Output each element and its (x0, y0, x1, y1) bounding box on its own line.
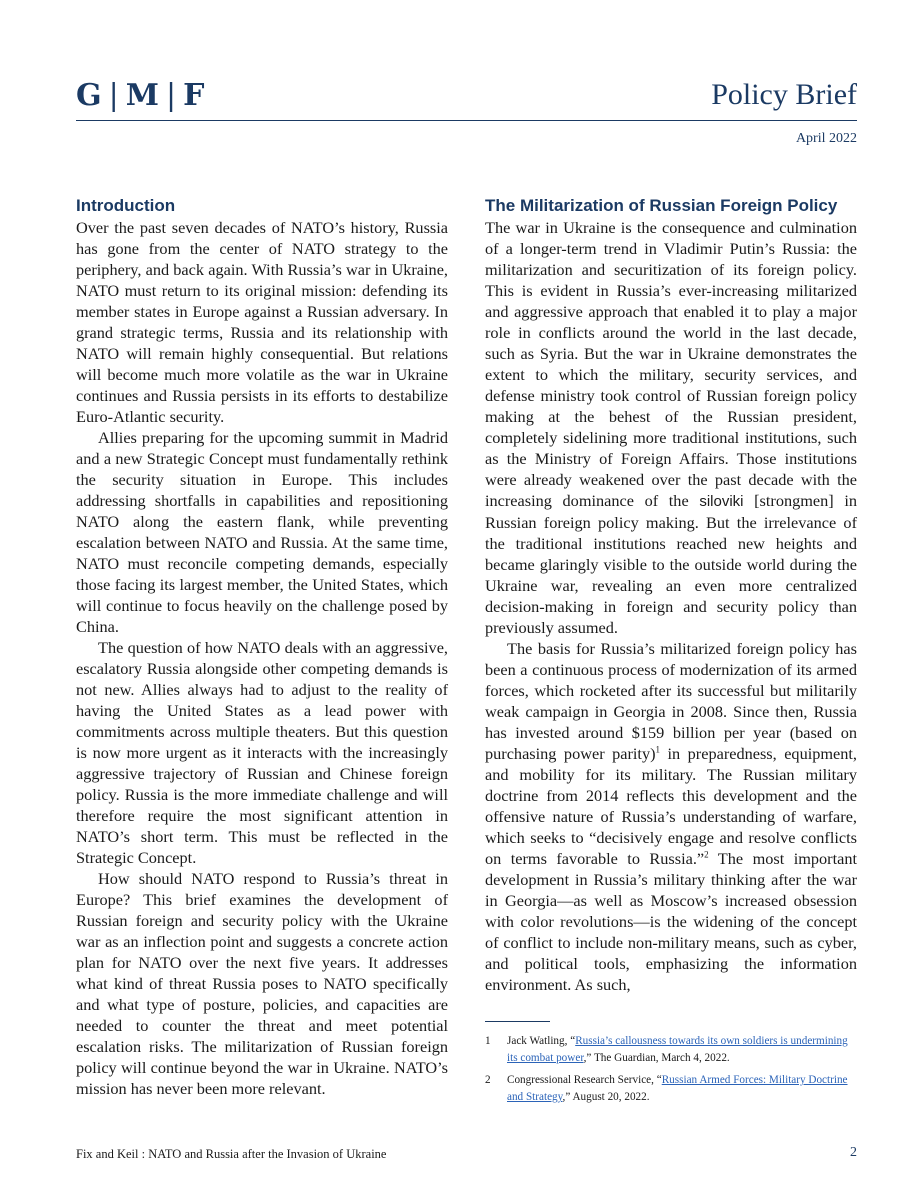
footnote-ref-2[interactable]: 2 (704, 849, 709, 860)
publication-date: April 2022 (795, 131, 857, 146)
body-paragraph: Allies preparing for the upcoming summit in Madrid and a new Strategic Concept must fundamentally rethink the security situation in Europe. This includes addressing shortfalls in capabilities and repositioning NATO along the eastern flank, while preventing escalation between NATO and Russia. At the same time, NATO must reconcile competing demands, especially those facing its largest member, the United States, which will continue to focus heavily on the challenge posed by China. (76, 428, 448, 636)
footnotes (485, 1033, 857, 1111)
siloviki-term: siloviki (699, 493, 744, 510)
paragraph-text: [strongmen] in Russian foreign policy making. But the irrelevance of the traditional institutions reached new heights and became glaringly visible to the outside world during the Ukraine war, revealing an even more centralized decision-making in foreign and security policy than previously assumed. (485, 491, 857, 637)
gmf-logo (76, 78, 205, 113)
paragraph-text: in preparedness, equipment, and mobility for its military. The Russian military doctrine from 2014 reflects this development and the offensive nature of Russia’s understanding of warfare, which seeks to “decisively engage and resolve conflicts on terms favorable to Russia.” (485, 744, 857, 868)
logo-separator: | (165, 78, 178, 113)
paragraph-text: The war in Ukraine is the consequence and culmination of a longer-term trend in Vladimir Putin’s Russia: the militarization and securitization of its foreign policy. This is evident in Russia’s ever-increasing militarized and aggressive approach that enabled it to play a major role in conflicts around the world in the last decade, such as Syria. But the war in Ukraine demonstrates the extent to which the military, security services, and defense ministry took control of Russian foreign policy making at the behest of the Russian president, completely sidelining more traditional institutions, such as the Ministry of Foreign Affairs. Those institutions were already weakened over the past decade with the increasing dominance of the (485, 218, 857, 510)
footnote-link-russian-armed-forces[interactable]: Russian Armed Forces: Military Doctrine and Strategy (507, 1074, 848, 1103)
left-column (76, 195, 448, 1099)
footnote-number: 2 (485, 1074, 491, 1086)
paragraph-text: The basis for Russia’s militarized foreign policy has been a continuous process of modernization of its armed forces, which rocketed after its successful but militarily weak campaign in Georgia in 2008. Since then, Russia has invested around $159 billion per year (based on purchasing power parity) (485, 639, 857, 763)
footnote-suffix: ,” The Guardian, March 4, 2022. (583, 1052, 730, 1064)
footnote-number: 1 (485, 1035, 491, 1047)
right-column (485, 195, 857, 995)
body-paragraph: Over the past seven decades of NATO’s history, Russia has gone from the center of NATO strategy to the periphery, and back again. With Russia’s war in Ukraine, NATO must return to its original mission: defending its member states in Europe against a Russian adversary. In grand strategic terms, Russia and its relationship with NATO will remain highly consequential. But relations will become much more volatile as the war in Ukraine continues and Russia persists in its efforts to destabilize Euro-Atlantic security. (76, 218, 448, 426)
footnote-link-russia-callousness[interactable]: Russia’s callousness towards its own soldiers is undermining its combat power (507, 1035, 848, 1064)
footnote-text (507, 1033, 857, 1067)
body-paragraph (485, 217, 857, 638)
body-paragraph: How should NATO respond to Russia’s threat in Europe? This brief examines the development of Russian foreign and security policy with the Ukraine war as an inflection point and suggests a concrete action plan for NATO over the next five years. It addresses what kind of threat Russia poses to NATO specifically and what type of posture, policies, and capacities are needed to counter the threat and meet potential escalation risks. The militarization of Russian foreign policy will continue beyond the war in Ukraine. NATO’s mission has never been more relevant. (76, 869, 448, 1098)
logo-letter-m: M (125, 78, 160, 113)
paragraph-text: The most important development in Russia’s military thinking after the war in Georgia—as well as Moscow’s increased obsession with color revolutions—is the widening of the concept of conflict to include non-military means, such as cyber, and political tools, emphasizing the information environment. As such, (485, 849, 857, 994)
footnote-prefix: Jack Watling, “ (507, 1035, 576, 1047)
footnote-text (507, 1072, 857, 1106)
footnote-divider (485, 1021, 550, 1022)
footnote-ref-1[interactable]: 1 (655, 744, 661, 755)
body-paragraph (485, 638, 857, 995)
logo-letter-g: G (76, 78, 103, 113)
page-number: 2 (850, 1145, 857, 1160)
body-paragraph: The question of how NATO deals with an aggressive, escalatory Russia alongside other competing demands is not new. Allies always had to adjust to the reality of having the United States as a lead power with commitments across multiple theaters. But this question is now more urgent as it interacts with the increasingly aggressive trajectory of Russian and Chinese foreign policy. Russia is the more immediate challenge and will therefore require the most significant attention in NATO’s short term. This must be reflected in the Strategic Concept. (76, 638, 448, 867)
section-heading-introduction: Introduction (76, 196, 176, 215)
logo-separator: | (108, 78, 120, 113)
document-type: Policy Brief (711, 78, 857, 111)
footnote-1 (485, 1033, 857, 1067)
logo-letter-f: F (183, 78, 206, 113)
footer-title: Fix and Keil : NATO and Russia after the Invasion of Ukraine (76, 1147, 387, 1161)
section-heading-militarization: The Militarization of Russian Foreign Policy (485, 196, 838, 215)
footnote-2 (485, 1072, 857, 1106)
footnote-suffix: ,” August 20, 2022. (562, 1091, 650, 1103)
header-divider (76, 120, 857, 121)
footnote-prefix: Congressional Research Service, “ (507, 1074, 662, 1086)
